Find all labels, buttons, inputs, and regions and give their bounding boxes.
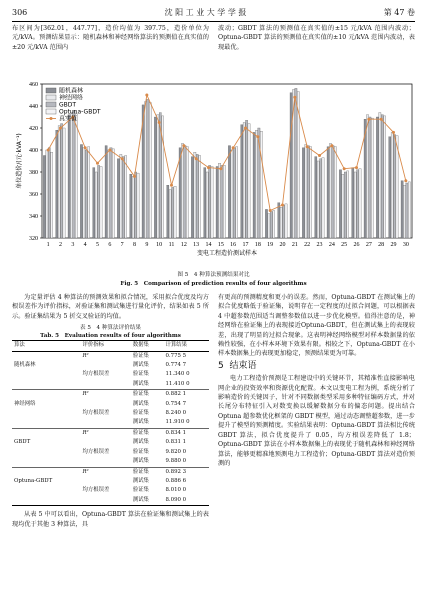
bar <box>357 170 359 238</box>
bar <box>381 115 383 238</box>
x-tick-label: 30 <box>402 242 409 248</box>
table-row <box>12 467 209 477</box>
bar <box>307 146 309 238</box>
table-cell-dataset: 验证集 <box>131 467 164 477</box>
volume-label: 第 47 卷 <box>383 7 415 17</box>
bar <box>302 148 304 238</box>
table-row <box>12 418 209 428</box>
bar <box>265 209 267 238</box>
page-header <box>12 5 415 19</box>
x-tick-label: 4 <box>83 242 87 248</box>
true-value-point <box>392 131 395 134</box>
table-cell-value: 11.910 0 <box>165 419 190 426</box>
bar <box>379 113 381 238</box>
x-tick-label: 26 <box>353 242 360 248</box>
bar <box>88 147 90 238</box>
prediction-chart <box>12 80 415 266</box>
evaluation-table <box>12 340 209 506</box>
table-cell-metric <box>80 457 130 467</box>
x-tick-label: 20 <box>279 242 286 248</box>
bar <box>95 172 97 238</box>
bar <box>105 146 107 238</box>
true-value-point <box>256 135 259 138</box>
table-cell-algo <box>12 370 80 379</box>
table-cell-metric: 均方根误差 <box>82 371 110 378</box>
x-tick-label: 12 <box>180 242 187 248</box>
left-column <box>12 293 209 529</box>
bar <box>369 117 371 238</box>
x-tick-label: 9 <box>145 242 149 248</box>
table-cell-algo: GBDT <box>14 439 31 446</box>
bar <box>43 156 45 239</box>
bar <box>194 152 196 238</box>
bar <box>167 185 169 238</box>
legend-label: 神经网络 <box>59 94 84 102</box>
bar <box>366 115 368 238</box>
bar <box>295 88 297 238</box>
true-value-point <box>343 167 346 170</box>
y-tick-label: 460 <box>29 82 38 88</box>
bar <box>352 168 354 238</box>
table-cell-dataset: 测试集 <box>132 477 149 484</box>
bar <box>70 113 72 238</box>
y-tick-label: 320 <box>29 236 38 242</box>
bar <box>120 154 122 238</box>
bar <box>75 114 77 238</box>
x-tick-label: 7 <box>120 242 124 248</box>
table-cell-algo <box>12 448 80 457</box>
table-cell-algo: Optuna-GBDT <box>14 477 53 484</box>
true-value-point <box>269 209 272 212</box>
bar <box>403 185 405 238</box>
table-cell-dataset: 测试集 <box>132 380 149 387</box>
y-tick-label: 340 <box>29 214 38 220</box>
bar <box>310 147 312 238</box>
x-tick-label: 28 <box>378 242 385 248</box>
x-tick-label: 11 <box>168 242 175 248</box>
bar <box>290 93 292 238</box>
bar <box>396 136 398 238</box>
x-tick-label: 3 <box>71 242 75 248</box>
bar <box>280 207 282 238</box>
table-cell-dataset: 测试集 <box>132 362 149 369</box>
true-value-point <box>207 166 210 169</box>
true-value-point <box>145 94 148 97</box>
table-cell-metric: 均方根误差 <box>82 448 110 455</box>
table-row <box>12 361 209 370</box>
bar <box>359 169 361 238</box>
x-tick-label: 24 <box>328 242 335 248</box>
table-cell-algo <box>12 351 80 361</box>
bar <box>246 120 248 238</box>
top-left-paragraph: 布区间为[362.01，447.77]，造价均值为 397.75，造价单位为元/kVA。预测结果显示：随机森林和神经网络算法的预测值在真实值的±20 元/kVA 范围内 <box>12 25 209 51</box>
bar <box>51 152 53 238</box>
bar <box>268 214 270 238</box>
table-cell-algo: 神经网络 <box>14 400 36 407</box>
table-cell-algo <box>12 467 80 477</box>
table-cell-dataset: 验证集 <box>132 410 149 417</box>
bar <box>98 165 100 238</box>
bar <box>93 168 95 238</box>
table-row <box>12 496 209 506</box>
page-number: 306 <box>12 7 28 17</box>
bar <box>132 176 134 238</box>
table-cell-value: 0.892 3 <box>164 467 210 477</box>
bar <box>157 115 159 238</box>
table-cell-algo <box>12 428 80 438</box>
true-value-point <box>121 157 124 160</box>
true-value-point <box>330 144 333 147</box>
table-row <box>12 477 209 486</box>
table-cell-value: 8.240 0 <box>165 410 187 417</box>
bar <box>347 171 349 238</box>
x-tick-label: 2 <box>59 242 62 248</box>
true-value-point <box>133 175 136 178</box>
table-cell-dataset: 验证集 <box>131 428 164 438</box>
legend-point-swatch <box>50 117 53 120</box>
table-cell-metric: R² <box>80 467 130 477</box>
true-value-point <box>170 184 173 187</box>
table-cell-value: 8.010 0 <box>165 487 187 494</box>
x-tick-label: 16 <box>230 242 237 248</box>
left-paragraph-2: 从表 5 中可以看出，Optuna-GBDT 算法在验证集和测试集上的表现均优于其他 3 种算法，具 <box>12 511 209 528</box>
true-value-point <box>318 154 321 157</box>
bar <box>68 115 70 238</box>
table-cell-metric: 均方根误差 <box>82 487 110 494</box>
table-row <box>12 351 209 361</box>
bar <box>376 117 378 238</box>
table-cell-value: 8.090 0 <box>164 496 210 506</box>
table-cell-value: 0.831 1 <box>165 439 187 446</box>
table-cell-value: 11.340 0 <box>165 371 190 378</box>
bar <box>221 165 223 238</box>
true-value-point <box>47 149 50 152</box>
bar <box>243 123 245 239</box>
x-tick-label: 6 <box>108 242 112 248</box>
x-tick-label: 8 <box>133 242 136 248</box>
table-cell-algo: 随机森林 <box>14 362 36 369</box>
bar <box>46 150 48 238</box>
bar <box>85 150 87 238</box>
table-cell-value: 11.410 0 <box>165 380 190 387</box>
table-row <box>12 409 209 418</box>
table-row <box>12 400 209 409</box>
bar <box>130 174 132 238</box>
bar <box>58 126 60 238</box>
x-tick-label: 22 <box>304 242 311 248</box>
top-right-paragraph: 波动；GBDT 算法的预测值在真实值的±15 元/kVA 范围内波动；Optuna-GBDT 算法的预测值在真实值的±10 元/kVA 范围内波动，表现最优。 <box>218 25 415 51</box>
bar <box>80 145 82 239</box>
legend-swatch <box>46 95 56 100</box>
true-value-point <box>380 118 383 121</box>
table-row <box>12 457 209 467</box>
table-cell-metric: 均方根误差 <box>82 410 110 417</box>
bar <box>107 150 109 238</box>
table-row <box>12 486 209 495</box>
table-cell-dataset: 测试集 <box>131 496 164 506</box>
right-paragraph-1: 有更高的预测精度和更小的误差。然而，Optuna-GBDT 在测试集上的拟合优度略低于验证集，说明存在一定程度的过拟合问题，可以根据表 4 中超参数范围适当调整参数值以进一步优化模型。值得注意的是，神经网络在验证集上的表现接近Optuna-GBDT，但在测试集上的表现较差，出现了明显的过拟合现象。这表明神经网络模型对样本数据量的依赖性较强，在小样本环境下效果有限。相较之下，Optuna-GBDT 在小样本数据集上的表现更加稳定，预测结果更为可靠。 <box>218 294 415 358</box>
x-tick-label: 5 <box>96 242 99 248</box>
y-tick-label: 420 <box>29 126 38 132</box>
x-tick-label: 13 <box>193 242 200 248</box>
bar <box>61 124 63 238</box>
table-row <box>12 438 209 447</box>
table-cell-metric <box>80 361 130 370</box>
legend-label: 随机森林 <box>59 87 84 95</box>
section-number: 5 <box>218 360 224 371</box>
table-cell-algo <box>12 457 80 467</box>
table-cell-metric <box>80 496 130 506</box>
true-value-point <box>84 146 87 149</box>
figure-caption-en: Fig. 5 Comparison of prediction results of four algorithms <box>120 281 307 287</box>
legend-swatch <box>46 88 56 93</box>
table-cell-value: 0.754 7 <box>165 400 187 407</box>
table-cell-metric <box>80 418 130 428</box>
bar <box>394 135 396 238</box>
table-cell-dataset: 验证集 <box>132 448 149 455</box>
true-value-point <box>195 157 198 160</box>
bar <box>317 161 319 238</box>
x-tick-label: 15 <box>217 242 224 248</box>
table-header-cell: 数据集 <box>131 341 164 351</box>
y-tick-label: 380 <box>29 170 38 176</box>
table-header-cell: 计算结果 <box>164 341 210 351</box>
x-tick-label: 29 <box>390 242 397 248</box>
y-axis-label: 单位造价/(元·kVA⁻¹) <box>16 133 23 189</box>
bar <box>339 170 341 238</box>
bar <box>253 132 255 238</box>
bar <box>144 102 146 238</box>
table-cell-algo <box>12 390 80 400</box>
bar <box>137 173 139 238</box>
true-value-point <box>306 145 309 148</box>
bar <box>334 147 336 238</box>
bar <box>218 163 220 238</box>
bar <box>191 157 193 238</box>
bar <box>154 117 156 238</box>
section-heading <box>218 362 415 371</box>
bar <box>211 167 213 239</box>
bar <box>172 187 174 238</box>
figure-caption-cn: 图 5 4 种算法预测结果对比 <box>177 272 250 278</box>
table-row <box>12 448 209 457</box>
journal-name: 沈 阳 工 业 大 学 学 报 <box>164 7 247 17</box>
y-tick-label: 360 <box>29 192 38 198</box>
bar <box>223 165 225 238</box>
bar <box>100 167 102 239</box>
table-cell-dataset: 测试集 <box>132 419 149 426</box>
table-cell-dataset: 测试集 <box>132 458 149 465</box>
table-cell-dataset: 验证集 <box>132 352 149 359</box>
table-cell-value: 0.775 5 <box>165 352 187 359</box>
true-value-point <box>367 118 370 121</box>
table-cell-algo <box>12 486 80 495</box>
table-cell-value: 0.886 6 <box>165 477 187 484</box>
bar <box>342 174 344 238</box>
legend-swatch <box>46 109 56 114</box>
x-tick-label: 18 <box>254 242 261 248</box>
bar <box>233 148 235 238</box>
x-tick-label: 19 <box>267 242 274 248</box>
bar <box>73 110 75 238</box>
table-cell-dataset: 测试集 <box>132 400 149 407</box>
true-value-point <box>244 127 247 130</box>
table-row <box>12 380 209 390</box>
bar <box>231 150 233 238</box>
bar <box>241 125 243 238</box>
bar <box>320 159 322 238</box>
bar <box>401 181 403 238</box>
table-row <box>12 428 209 438</box>
bar <box>228 146 230 238</box>
true-value-point <box>96 162 99 165</box>
bar <box>260 131 262 238</box>
table-cell-metric <box>80 438 130 447</box>
bar <box>283 205 285 238</box>
bar <box>204 168 206 238</box>
bar <box>122 157 124 238</box>
bar <box>48 148 50 238</box>
table-cell-metric: R² <box>80 390 130 400</box>
table-header-cell: 评价指标 <box>80 341 130 351</box>
true-value-point <box>158 121 161 124</box>
bar <box>181 143 183 238</box>
bar <box>112 149 114 238</box>
true-value-point <box>108 149 111 152</box>
true-value-point <box>219 167 222 170</box>
table-cell-value: 9.820 0 <box>165 448 187 455</box>
bar <box>248 124 250 238</box>
left-paragraph-1: 为定量评估 4 种算法的预测效果和拟合情况，采用拟合优度及均方根误差作为评价指标，对验证集和测试集进行量化评价，结果如表 5 所示。验证集结果为 5 折交叉验证的均值。 <box>12 294 209 320</box>
table-cell-metric <box>80 380 130 390</box>
bar <box>329 143 331 238</box>
table-cell-value: 0.834 1 <box>164 428 210 438</box>
true-value-point <box>232 146 235 149</box>
bar <box>236 147 238 238</box>
bar <box>255 130 257 238</box>
table-cell-dataset: 验证集 <box>132 371 149 378</box>
bar <box>110 148 112 238</box>
x-tick-label: 23 <box>316 242 323 248</box>
table-cell-value: 9.880 0 <box>165 458 187 465</box>
table-header-cell: 算法 <box>12 341 80 351</box>
table-row <box>12 390 209 400</box>
bar <box>186 147 188 238</box>
table-cell-algo <box>12 496 80 506</box>
table-cell-metric: R² <box>80 428 130 438</box>
table-header-row <box>12 341 209 351</box>
bar <box>332 146 334 238</box>
table-caption-cn: 表 5 4 种算法评价结果 <box>79 325 142 332</box>
x-axis-label: 变电工程造价测试样本 <box>196 250 258 257</box>
bar <box>174 186 176 238</box>
bar <box>315 157 317 238</box>
x-tick-label: 21 <box>291 242 298 248</box>
table-cell-metric <box>80 400 130 409</box>
bar <box>135 172 137 238</box>
bar <box>125 156 127 239</box>
bar <box>389 137 391 238</box>
bar <box>184 146 186 238</box>
bar <box>199 156 201 239</box>
bar <box>285 204 287 238</box>
bar <box>305 145 307 239</box>
table-row <box>12 370 209 379</box>
table-cell-value: 0.774 7 <box>165 362 187 369</box>
table-cell-algo <box>12 409 80 418</box>
legend-swatch <box>46 102 56 107</box>
bar <box>270 212 272 238</box>
true-value-point <box>355 166 358 169</box>
bar <box>63 128 65 238</box>
bar <box>371 118 373 238</box>
true-value-point <box>281 204 284 207</box>
legend-label: Optuna-GBDT <box>59 108 101 116</box>
table-cell-metric <box>80 477 130 486</box>
true-value-point <box>182 144 185 147</box>
table-cell-metric: R² <box>82 352 89 359</box>
bar <box>322 158 324 238</box>
bar <box>209 165 211 238</box>
x-tick-label: 10 <box>156 242 163 248</box>
legend-label: GBDT <box>59 101 77 109</box>
bar <box>147 99 149 238</box>
legend-label: 真实值 <box>59 115 78 123</box>
x-tick-label: 14 <box>205 242 212 248</box>
bar <box>406 183 408 238</box>
bar <box>216 167 218 239</box>
header-rule <box>12 21 415 22</box>
table-cell-dataset: 验证集 <box>132 487 149 494</box>
true-value-point <box>404 179 407 182</box>
x-tick-label: 27 <box>365 242 372 248</box>
bar <box>117 159 119 238</box>
bar <box>327 147 329 238</box>
bar <box>83 148 85 238</box>
table-cell-dataset: 测试集 <box>132 439 149 446</box>
y-tick-label: 440 <box>29 104 38 110</box>
bar <box>384 116 386 238</box>
bar <box>344 172 346 238</box>
right-paragraph-2: 电力工程造价预测是工程建设中的关键环节，其精准性直接影响电网企业的投资效率和资源优化配置。本文以变电工程为例，系统分析了影响造价的关键因子，针对不同数据类型采用多种特征编码方式，并对长尾分布特征引入对数变换以缓解数据分布的偏态问题。提出结合 Optuna 超参数优化框架的 GBDT 模型，通过动态调整超参数，进一步提升了模型的预测精度。实验结果表明：Optuna-GBDT 算法相比传统 GBDT 算法，拟合优度提升了 0.05，均方根误差降低了 1.8；Optuna-GBDT 算法在小样本数据集上的表现优于随机森林和神经网络算法，能够更精准地预测电力工程造价；Optuna-GBDT 算法对造价预测的 <box>218 375 415 467</box>
x-tick-label: 1 <box>46 242 50 248</box>
table-caption-en: Tab. 5 Evaluation results of four algorithms <box>40 333 181 340</box>
table-cell-algo <box>12 380 80 390</box>
table-cell-dataset: 验证集 <box>131 390 164 400</box>
bar <box>354 172 356 238</box>
table-cell-algo <box>12 418 80 428</box>
bar <box>169 190 171 238</box>
bar <box>56 130 58 238</box>
bar <box>273 211 275 239</box>
right-column <box>218 293 415 468</box>
true-value-point <box>59 127 62 130</box>
x-tick-label: 25 <box>341 242 348 248</box>
y-tick-label: 400 <box>29 148 38 154</box>
section-title: 结束语 <box>229 360 257 371</box>
x-tick-label: 17 <box>242 242 249 248</box>
table-cell-value: 0.882 1 <box>164 390 210 400</box>
bar <box>206 172 208 238</box>
bar <box>278 203 280 238</box>
bar <box>196 154 198 238</box>
bar <box>391 132 393 238</box>
true-value-point <box>293 96 296 99</box>
bar <box>408 182 410 238</box>
bar <box>149 103 151 238</box>
